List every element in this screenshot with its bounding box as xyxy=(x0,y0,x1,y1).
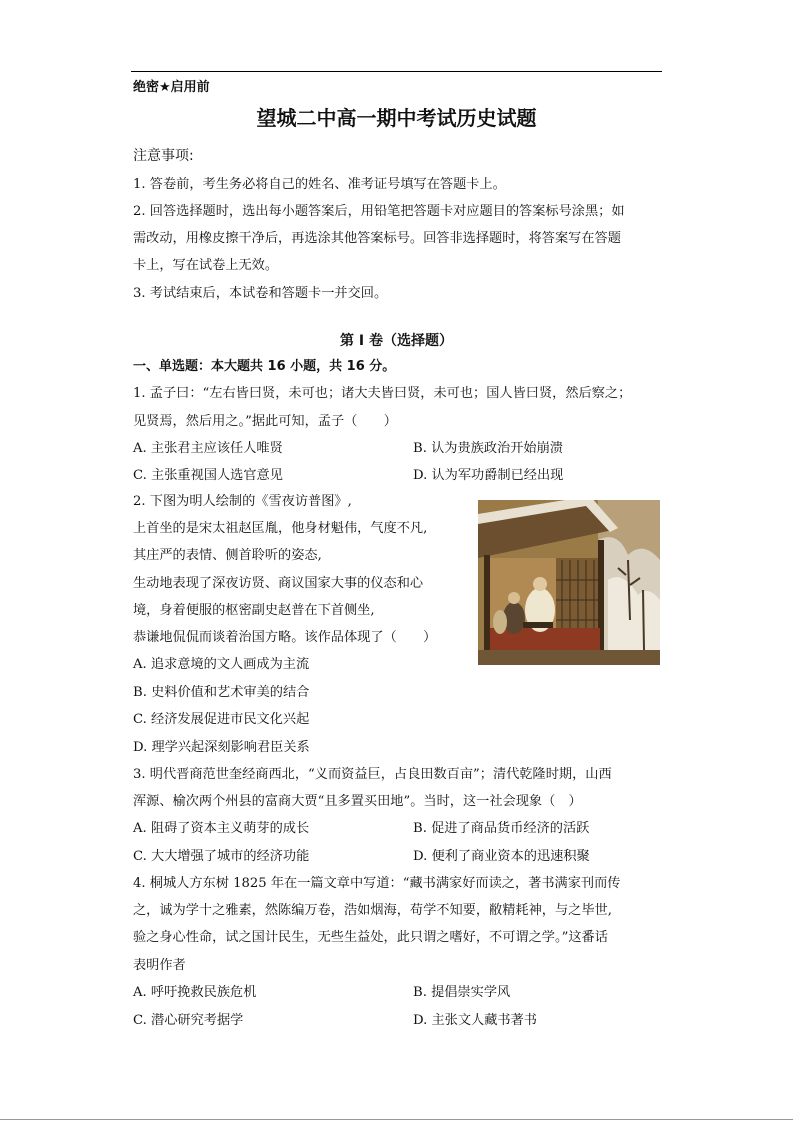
question-2-text: 其庄严的表情、侧首聆听的姿态, xyxy=(133,548,322,563)
note-line: 2. 回答选择题时，选出每小题答案后，用铅笔把答题卡对应题目的答案标号涂黑；如 xyxy=(133,204,625,219)
question-2-text: 生动地表现了深夜访贤、商议国家大事的仪态和心 xyxy=(133,576,424,591)
note-line: 3. 考试结束后，本试卷和答题卡一并交回。 xyxy=(133,286,388,301)
question-3-option-b[interactable]: B. 促进了商品货币经济的活跃 xyxy=(413,821,590,836)
notes-heading: 注意事项: xyxy=(133,148,194,164)
question-1-text: 见贤焉，然后用之。”据此可知，孟子（ ） xyxy=(133,414,397,429)
question-2-option-c[interactable]: C. 经济发展促进市民文化兴起 xyxy=(133,712,310,727)
question-4-option-c[interactable]: C. 潜心研究考据学 xyxy=(133,1013,244,1028)
question-4-text: 表明作者 xyxy=(133,958,186,973)
question-3-text: 3. 明代晋商范世奎经商西北，“义而资益巨，占良田数百亩”；清代乾隆时期，山西 xyxy=(133,767,612,782)
question-4-option-b[interactable]: B. 提倡崇实学风 xyxy=(413,985,511,1000)
note-line: 卡上，写在试卷上无效。 xyxy=(133,258,279,273)
question-3-option-c[interactable]: C. 大大增强了城市的经济功能 xyxy=(133,849,310,864)
note-line: 1. 答卷前，考生务必将自己的姓名、准考证号填写在答题卡上。 xyxy=(133,177,506,192)
part-heading: 一、单选题：本大题共 16 小题，共 16 分。 xyxy=(133,359,396,374)
header-rule xyxy=(131,71,662,72)
question-3-text: 浑源、榆次两个州县的富商大贾“且多置买田地”。当时，这一社会现象（ ） xyxy=(133,794,582,809)
question-4-option-a[interactable]: A. 呼吁挽救民族危机 xyxy=(133,985,257,1000)
question-2-text: 2. 下图为明人绘制的《雪夜访普图》, xyxy=(133,494,352,509)
question-3-option-a[interactable]: A. 阻碍了资本主义萌芽的成长 xyxy=(133,821,310,836)
question-2-text: 境，身着便服的枢密副史赵普在下首侧坐, xyxy=(133,603,375,618)
question-4-text: 验之身心性命，试之国计民生，无些生益处，此只谓之嗜好，不可谓之学。”这番话 xyxy=(133,930,608,945)
question-4-text: 之，诚为学十之雅素，然陈编万卷，浩如烟海，苟学不知要，敝精耗神，与之毕世, xyxy=(133,903,612,918)
question-1-option-d[interactable]: D. 认为军功爵制已经出现 xyxy=(413,468,564,483)
question-3-option-d[interactable]: D. 便利了商业资本的迅速积聚 xyxy=(413,849,590,864)
section-title: 第 I 卷（选择题） xyxy=(340,333,453,349)
question-1-option-c[interactable]: C. 主张重视国人选官意见 xyxy=(133,468,283,483)
question-1-option-b[interactable]: B. 认为贵族政治开始崩溃 xyxy=(413,441,563,456)
question-1-text: 1. 孟子曰：“左右皆曰贤，未可也；诸大夫皆曰贤，未可也；国人皆曰贤，然后察之； xyxy=(133,386,632,401)
question-2-option-b[interactable]: B. 史料价值和艺术审美的结合 xyxy=(133,685,310,700)
question-2-text: 恭谦地侃侃而谈着治国方略。该作品体现了（ ） xyxy=(133,630,437,645)
question-4-option-d[interactable]: D. 主张文人藏书著书 xyxy=(413,1013,537,1028)
exam-title: 望城二中高一期中考试历史试题 xyxy=(256,106,537,130)
question-1-option-a[interactable]: A. 主张君主应该任人唯贤 xyxy=(133,441,283,456)
question-2-option-a[interactable]: A. 追求意境的文人画成为主流 xyxy=(133,657,310,672)
question-2-text: 上首坐的是宋太祖赵匡胤，他身材魁伟，气度不凡, xyxy=(133,521,428,536)
question-4-text: 4. 桐城人方东树 1825 年在一篇文章中写道：“藏书满家好而读之，著书满家刊而传 xyxy=(133,876,621,891)
page-bottom-rule xyxy=(0,1119,793,1120)
snow-night-painting-image xyxy=(478,500,660,665)
confidential-label: 绝密★启用前 xyxy=(133,80,210,95)
note-line: 需改动，用橡皮擦干净后，再选涂其他答案标号。回答非选择题时，将答案写在答题 xyxy=(133,231,621,246)
question-2-option-d[interactable]: D. 理学兴起深刻影响君臣关系 xyxy=(133,740,310,755)
